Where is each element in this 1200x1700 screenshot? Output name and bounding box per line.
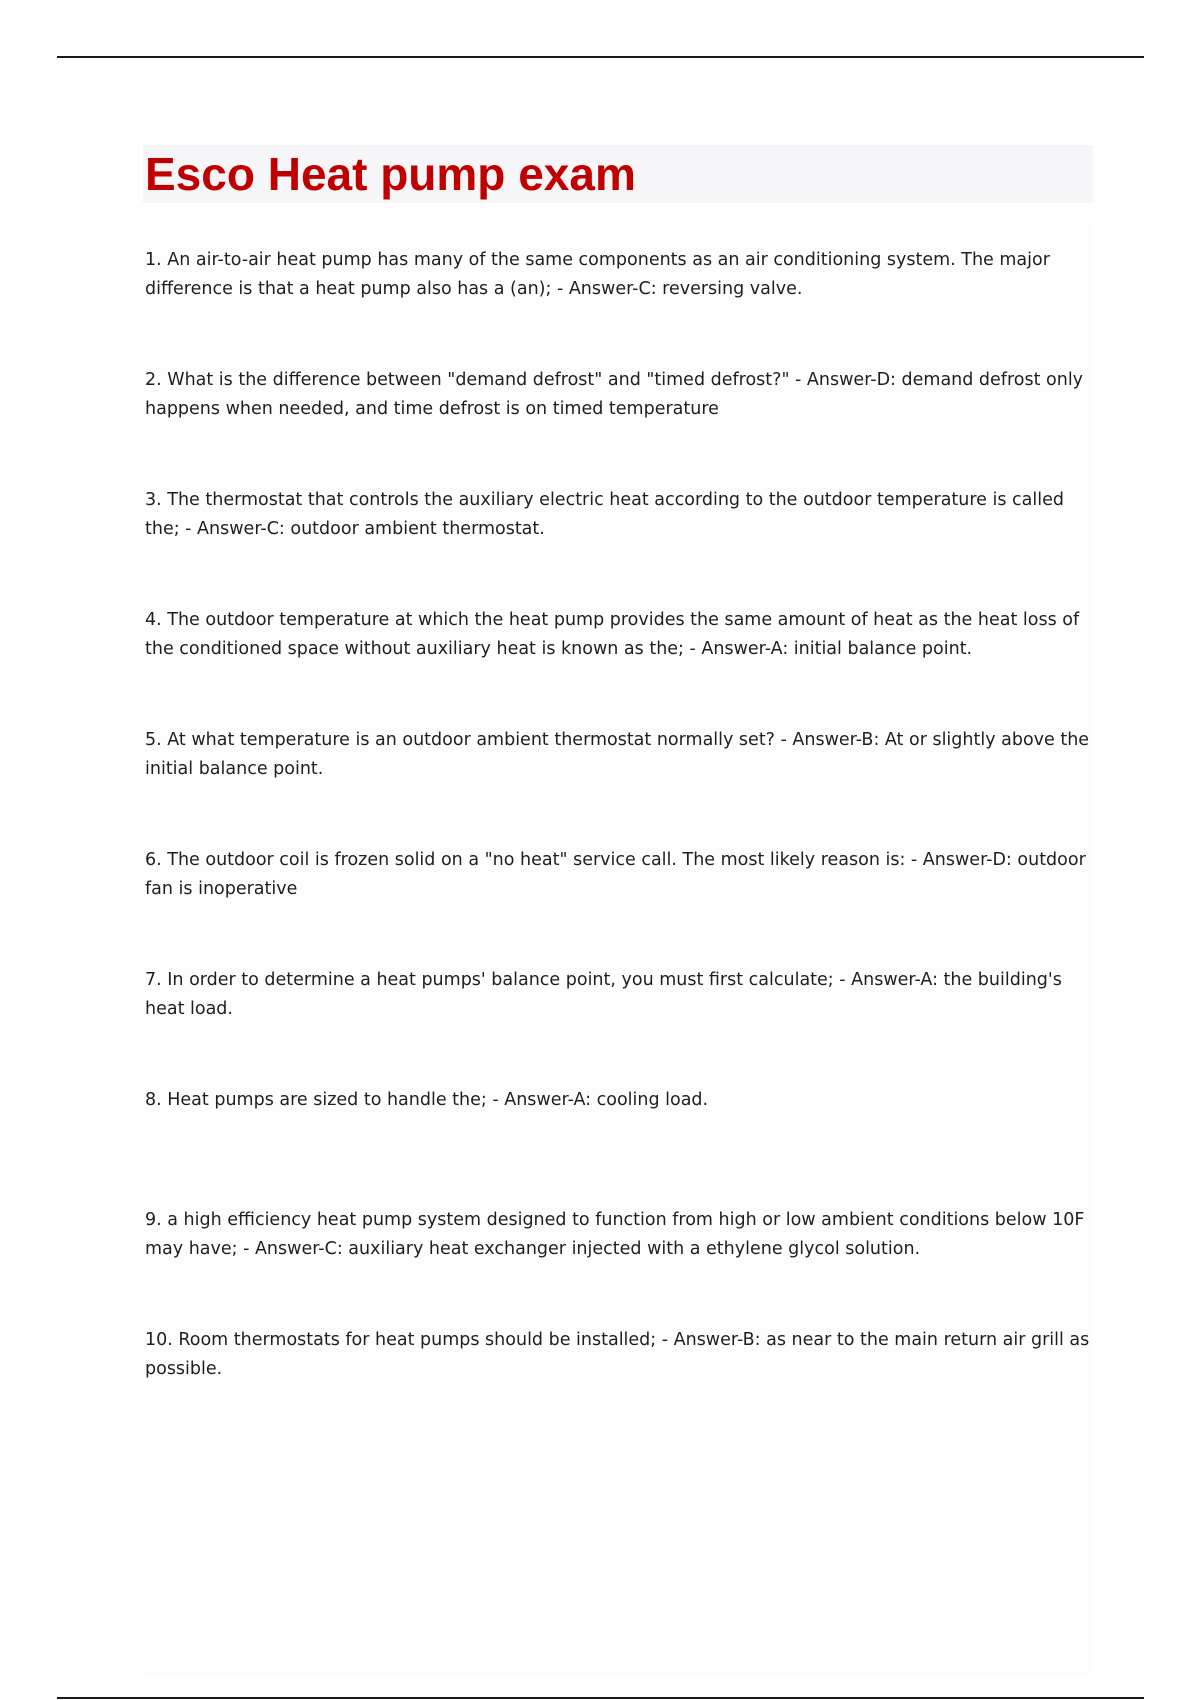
question-item: 4. The outdoor temperature at which the heat pump provides the same amount of heat as the heat loss of the conditioned space without auxiliary heat is known as the; - Answer-A: initial balance point. <box>145 610 1080 659</box>
question-item: 8. Heat pumps are sized to handle the; - Answer-A: cooling load. <box>145 1090 709 1110</box>
question-item: 2. What is the difference between "demand defrost" and "timed defrost?" - Answer-D: demand defrost only happens when needed, and time defrost is on timed temperature <box>145 370 1084 419</box>
footer-rule <box>57 1697 1144 1699</box>
document-title: Esco Heat pump exam <box>145 148 636 200</box>
question-item: 10. Room thermostats for heat pumps should be installed; - Answer-B: as near to the main return air grill as possible. <box>145 1330 1090 1379</box>
question-item: 6. The outdoor coil is frozen solid on a "no heat" service call. The most likely reason is: - Answer-D: outdoor fan is inoperative <box>145 850 1086 899</box>
question-item: 1. An air-to-air heat pump has many of the same components as an air conditioning system. The major difference is that a heat pump also has a (an); - Answer-C: reversing valve. <box>145 250 1050 299</box>
header-rule <box>57 56 1144 58</box>
question-list <box>145 246 1090 1446</box>
question-item: 3. The thermostat that controls the auxiliary electric heat according to the outdoor temperature is called the; - Answer-C: outdoor ambient thermostat. <box>145 490 1064 539</box>
question-item: 9. a high efficiency heat pump system designed to function from high or low ambient conditions below 10F may have; - Answer-C: auxiliary heat exchanger injected with a ethylene glycol solution. <box>145 1210 1085 1259</box>
question-item: 5. At what temperature is an outdoor ambient thermostat normally set? - Answer-B: At or slightly above the initial balance point. <box>145 730 1090 779</box>
question-item: 7. In order to determine a heat pumps' balance point, you must first calculate; - Answer-A: the building's heat load. <box>145 970 1062 1019</box>
